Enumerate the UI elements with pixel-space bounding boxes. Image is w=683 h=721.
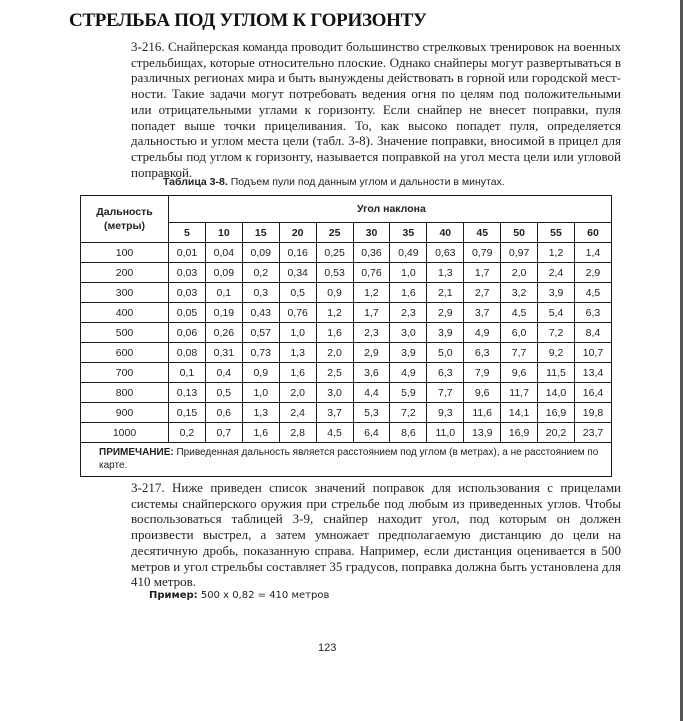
value-cell: 16,4	[574, 383, 611, 403]
value-cell: 3,9	[427, 323, 464, 343]
table-row	[81, 263, 612, 283]
paragraph-3-217: 3-217. Ниже приведен список значений поправок для использования с прицелами системы снайперского оружия при стрельбе под любым из приведенных углов. Чтобы воспользоваться таблицей 3-9, снайпер находит угол, под которым он должен произвести выстрел, а затем умножает предполагаемую дистанцию до цели на десятичную дробь, показанную справа. Например, если дистанция оценивается в 500 метров и угол стрельбы составляет 35 градусов, поправка должна быть установлена для 410 метров.	[131, 480, 621, 590]
value-cell: 1,2	[316, 303, 353, 323]
value-cell: 0,36	[353, 243, 390, 263]
value-cell: 20,2	[538, 423, 575, 443]
angle-header-cell: 5	[169, 223, 206, 243]
value-cell: 0,34	[279, 263, 316, 283]
value-cell: 2,0	[316, 343, 353, 363]
value-cell: 6,3	[574, 303, 611, 323]
value-cell: 0,73	[242, 343, 279, 363]
value-cell: 3,2	[501, 283, 538, 303]
value-cell: 0,09	[242, 243, 279, 263]
value-cell: 0,15	[169, 403, 206, 423]
value-cell: 11,0	[427, 423, 464, 443]
value-cell: 1,2	[538, 243, 575, 263]
value-cell: 10,7	[574, 343, 611, 363]
value-cell: 1,3	[427, 263, 464, 283]
value-cell: 3,7	[316, 403, 353, 423]
value-cell: 13,4	[574, 363, 611, 383]
value-cell: 0,03	[169, 283, 206, 303]
value-cell: 1,7	[464, 263, 501, 283]
value-cell: 3,6	[353, 363, 390, 383]
angle-header-cell: 35	[390, 223, 427, 243]
example-label: Пример:	[149, 590, 198, 601]
value-cell: 0,19	[205, 303, 242, 323]
angle-header-cell: 40	[427, 223, 464, 243]
value-cell: 0,4	[205, 363, 242, 383]
value-cell: 9,6	[501, 363, 538, 383]
table-caption-label: Таблица 3-8.	[163, 176, 228, 188]
value-cell: 0,3	[242, 283, 279, 303]
note-text: Приведенная дальность является расстоянием под углом (в метрах), а не расстоянием по карте.	[99, 447, 599, 471]
value-cell: 9,2	[538, 343, 575, 363]
value-cell: 2,3	[390, 303, 427, 323]
value-cell: 11,6	[464, 403, 501, 423]
value-cell: 1,7	[353, 303, 390, 323]
value-cell: 2,1	[427, 283, 464, 303]
value-cell: 0,31	[205, 343, 242, 363]
value-cell: 19,8	[574, 403, 611, 423]
value-cell: 4,4	[353, 383, 390, 403]
value-cell: 13,9	[464, 423, 501, 443]
table-caption-text: Подъем пули под данным углом и дальности в минутах.	[227, 176, 505, 188]
value-cell: 0,79	[464, 243, 501, 263]
value-cell: 11,7	[501, 383, 538, 403]
example-text: 500 x 0,82 = 410 метров	[197, 590, 330, 601]
range-cell: 1000	[81, 423, 169, 443]
value-cell: 6,0	[501, 323, 538, 343]
value-cell: 0,13	[169, 383, 206, 403]
value-cell: 11,5	[538, 363, 575, 383]
value-cell: 1,3	[279, 343, 316, 363]
angle-header-cell: 20	[279, 223, 316, 243]
range-cell: 500	[81, 323, 169, 343]
value-cell: 2,7	[464, 283, 501, 303]
value-cell: 0,7	[205, 423, 242, 443]
section-title: СТРЕЛЬБА ПОД УГЛОМ К ГОРИЗОНТУ	[69, 10, 427, 31]
table-note-row	[81, 443, 612, 477]
value-cell: 0,9	[242, 363, 279, 383]
table-row	[81, 383, 612, 403]
value-cell: 2,9	[574, 263, 611, 283]
value-cell: 0,43	[242, 303, 279, 323]
table-row	[81, 363, 612, 383]
value-cell: 0,97	[501, 243, 538, 263]
value-cell: 1,6	[316, 323, 353, 343]
value-cell: 0,1	[205, 283, 242, 303]
value-cell: 0,5	[205, 383, 242, 403]
value-cell: 1,4	[574, 243, 611, 263]
value-cell: 1,2	[353, 283, 390, 303]
value-cell: 5,0	[427, 343, 464, 363]
value-cell: 0,26	[205, 323, 242, 343]
range-cell: 600	[81, 343, 169, 363]
value-cell: 8,6	[390, 423, 427, 443]
table-row	[81, 303, 612, 323]
value-cell: 7,9	[464, 363, 501, 383]
value-cell: 4,5	[574, 283, 611, 303]
table-row	[81, 343, 612, 363]
value-cell: 4,5	[316, 423, 353, 443]
value-cell: 14,0	[538, 383, 575, 403]
value-cell: 9,6	[464, 383, 501, 403]
value-cell: 2,9	[427, 303, 464, 323]
paragraph-3-216: 3-216. Снайперская команда проводит большинство стрелковых тренировок на военных стрельбищах, которые относительно плоские. Однако снайперы могут развертываться в различных регионах мира и быть вынуждены действовать в горной или городской местности. Такие задачи могут потребовать ведения огня по целям под положительными или отрицательными углами к горизонту. Если снайпер не внесет поправки, пуля попадет выше точки прицеливания. То, как высоко попадет пуля, определяется дальностью и углом места цели (табл. 3-8). Значение поправки, вносимой в прицел для стрельбы под углом к горизонту, называется поправкой на угол места цели или угловой поправкой.	[131, 39, 621, 180]
value-cell: 1,6	[279, 363, 316, 383]
example-line	[149, 590, 329, 601]
value-cell: 16,9	[538, 403, 575, 423]
table-body	[81, 243, 612, 443]
value-cell: 6,3	[427, 363, 464, 383]
value-cell: 5,4	[538, 303, 575, 323]
angle-group-header: Угол наклона	[169, 196, 612, 223]
value-cell: 6,4	[353, 423, 390, 443]
value-cell: 14,1	[501, 403, 538, 423]
value-cell: 9,3	[427, 403, 464, 423]
value-cell: 0,03	[169, 263, 206, 283]
value-cell: 5,3	[353, 403, 390, 423]
table-row	[81, 243, 612, 263]
value-cell: 0,01	[169, 243, 206, 263]
value-cell: 2,8	[279, 423, 316, 443]
value-cell: 3,9	[538, 283, 575, 303]
value-cell: 0,49	[390, 243, 427, 263]
table-row	[81, 323, 612, 343]
value-cell: 3,7	[464, 303, 501, 323]
angle-header-cell: 45	[464, 223, 501, 243]
value-cell: 7,7	[427, 383, 464, 403]
value-cell: 8,4	[574, 323, 611, 343]
value-cell: 1,0	[390, 263, 427, 283]
range-cell: 200	[81, 263, 169, 283]
angle-header-cell: 15	[242, 223, 279, 243]
value-cell: 0,76	[353, 263, 390, 283]
value-cell: 3,0	[390, 323, 427, 343]
note-label: ПРИМЕЧАНИЕ:	[99, 447, 174, 458]
value-cell: 1,3	[242, 403, 279, 423]
value-cell: 6,3	[464, 343, 501, 363]
value-cell: 5,9	[390, 383, 427, 403]
value-cell: 4,9	[464, 323, 501, 343]
range-cell: 300	[81, 283, 169, 303]
value-cell: 16,9	[501, 423, 538, 443]
value-cell: 0,57	[242, 323, 279, 343]
value-cell: 2,9	[353, 343, 390, 363]
value-cell: 2,0	[279, 383, 316, 403]
value-cell: 0,09	[205, 263, 242, 283]
value-cell: 2,4	[538, 263, 575, 283]
value-cell: 7,2	[390, 403, 427, 423]
table-header-row-1	[81, 196, 612, 223]
page-number: 123	[318, 642, 337, 654]
angle-header-cell: 10	[205, 223, 242, 243]
value-cell: 3,9	[390, 343, 427, 363]
angle-header-cell: 55	[538, 223, 575, 243]
value-cell: 1,6	[390, 283, 427, 303]
value-cell: 0,08	[169, 343, 206, 363]
value-cell: 23,7	[574, 423, 611, 443]
value-cell: 0,06	[169, 323, 206, 343]
value-cell: 0,16	[279, 243, 316, 263]
value-cell: 0,5	[279, 283, 316, 303]
value-cell: 4,9	[390, 363, 427, 383]
range-cell: 700	[81, 363, 169, 383]
value-cell: 0,53	[316, 263, 353, 283]
value-cell: 2,3	[353, 323, 390, 343]
value-cell: 7,7	[501, 343, 538, 363]
value-cell: 0,6	[205, 403, 242, 423]
table-note	[81, 443, 612, 477]
angle-header-cell: 30	[353, 223, 390, 243]
table-row	[81, 403, 612, 423]
value-cell: 0,2	[242, 263, 279, 283]
value-cell: 0,2	[169, 423, 206, 443]
range-cell: 400	[81, 303, 169, 323]
value-cell: 0,1	[169, 363, 206, 383]
value-cell: 0,05	[169, 303, 206, 323]
value-cell: 4,5	[501, 303, 538, 323]
value-cell: 1,0	[242, 383, 279, 403]
angle-header-cell: 25	[316, 223, 353, 243]
value-cell: 3,0	[316, 383, 353, 403]
value-cell: 1,0	[279, 323, 316, 343]
value-cell: 0,04	[205, 243, 242, 263]
table-caption	[163, 176, 505, 188]
value-cell: 2,4	[279, 403, 316, 423]
range-cell: 800	[81, 383, 169, 403]
value-cell: 1,6	[242, 423, 279, 443]
value-cell: 7,2	[538, 323, 575, 343]
angle-header-cell: 60	[574, 223, 611, 243]
value-cell: 0,25	[316, 243, 353, 263]
value-cell: 2,0	[501, 263, 538, 283]
table-row	[81, 423, 612, 443]
range-cell: 900	[81, 403, 169, 423]
elevation-table	[80, 195, 612, 477]
table-row	[81, 283, 612, 303]
value-cell: 0,63	[427, 243, 464, 263]
value-cell: 0,76	[279, 303, 316, 323]
angle-header-cell: 50	[501, 223, 538, 243]
value-cell: 2,5	[316, 363, 353, 383]
value-cell: 0,9	[316, 283, 353, 303]
range-column-header: Дальность (метры)	[81, 196, 169, 243]
range-cell: 100	[81, 243, 169, 263]
